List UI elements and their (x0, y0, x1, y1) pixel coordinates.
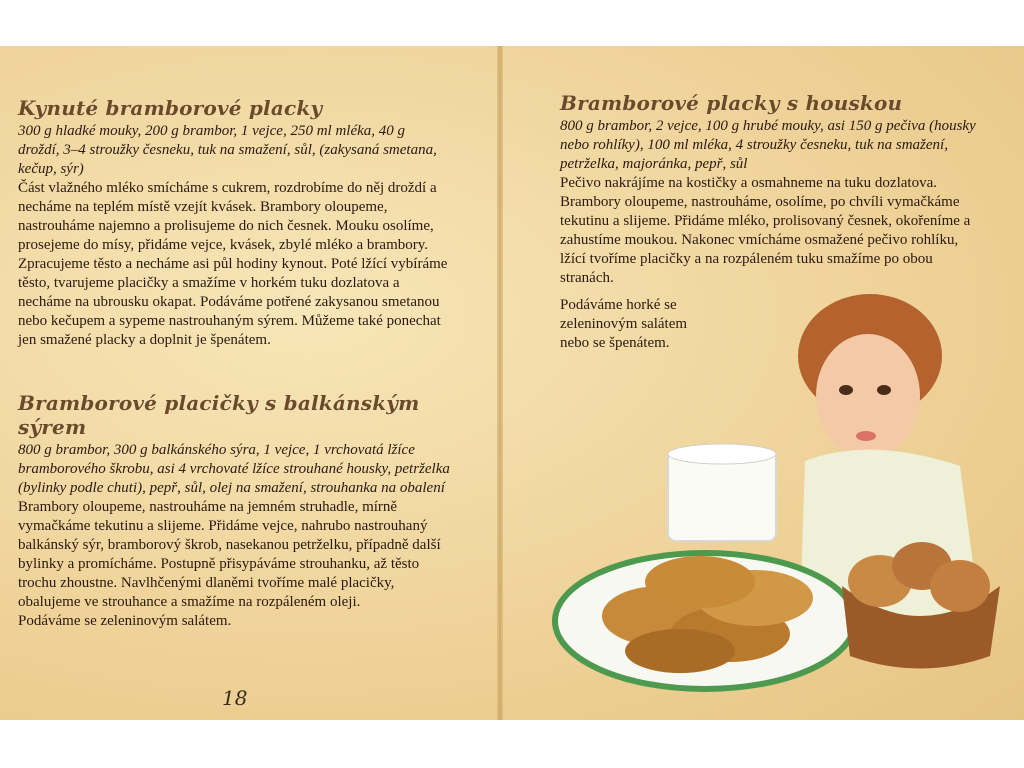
recipe-instructions: Brambory oloupeme, nastrouháme na jemném struhadle, mírně vymačkáme tekutinu a slijeme. Přidáme vejce, nahrubo nastrouhaný balkánský sýr, bramborový škrob, nasekanou petrželku, případně další bylinky a promícháme. Postupně přisypáváme strouhanku, až těsto trochu zhoustne. Navlhčenými dlaněmi tvoříme malé placičky, obalujeme ve strouhance a smažíme na rozpáleném oleji. (18, 499, 441, 610)
recipe-instructions: Část vlažného mléko smícháme s cukrem, rozdrobíme do něj droždí a necháme na teplém místě vzejít kvásek. Brambory oloupeme, nastrouháme najemno a prolisujeme do nich česnek. Mouku osolíme, prosejeme do mísy, přidáme vejce, kvásek, zbylé mléko a brambory. Zpracujeme těsto a necháme asi půl hodiny kynout. Poté lžící vybíráme těsto, tvarujeme placičky a smažíme v horkém tuku dozlatova a necháme na ubrousku okapat. Podáváme potřené zakysanou smetanou nebo kečupem a sypeme nastrouhaným sýrem. Můžeme také ponechat jen smažené placky a doplnit je špenátem. (18, 180, 448, 348)
recipe-placky-s-houskou (560, 91, 984, 288)
girl-food-illustration (550, 286, 1020, 716)
milk-surface (668, 444, 776, 464)
recipe-kynute-placky (18, 96, 450, 350)
serving-line: Podáváme horké se (560, 297, 677, 313)
left-page (0, 46, 500, 720)
book-spread (0, 46, 1024, 720)
girl-lips (856, 431, 876, 441)
right-page (500, 46, 1024, 720)
recipe-title: Bramborové placičky s balkánským sýrem (18, 391, 420, 439)
recipe-title: Kynuté bramborové placky (18, 96, 323, 120)
serving-line: zeleninovým salátem (560, 316, 688, 332)
potato-pancake (645, 556, 755, 608)
girl-eye (877, 385, 891, 395)
recipe-title: Bramborové placky s houskou (560, 91, 903, 115)
recipe-instructions: Pečivo nakrájíme na kostičky a osmahneme na tuku dozlatova. Brambory oloupeme, nastrouháme, osolíme, po chvíli vymačkáme tekutinu a slijeme. Přidáme mléko, prolisovaný česnek, okořeníme a zahustíme moukou. Nakonec vmícháme osmažené pečivo rohlíku, lžící tvoříme placičky a na rozpáleném tuku smažíme po obou stranách. (560, 175, 971, 286)
bread-roll (930, 560, 990, 612)
recipe-serving: Podáváme se zeleninovým salátem. (18, 613, 232, 629)
girl-eye (839, 385, 853, 395)
recipe-ingredients: 300 g hladké mouky, 200 g brambor, 1 vejce, 250 ml mléka, 40 g droždí, 3–4 stroužky česneku, tuk na smažení, sůl, (zakysaná smetana, kečup, sýr) (18, 123, 437, 177)
serving-line: nebo se špenátem. (560, 335, 670, 351)
recipe-ingredients: 800 g brambor, 300 g balkánského sýra, 1 vejce, 1 vrchovatá lžíce bramborového škrobu, asi 4 vrchovaté lžíce strouhané housky, petrželka (bylinky podle chuti), pepř, sůl, olej na smažení, strouhanka na obalení (18, 442, 450, 496)
potato-pancake (625, 629, 735, 673)
page-number: 18 (222, 686, 248, 710)
recipe-placicky-balkansky-syr (18, 391, 450, 631)
recipe-ingredients: 800 g brambor, 2 vejce, 100 g hrubé mouky, asi 150 g pečiva (housky nebo rohlíky), 100 ml mléka, 4 stroužky česneku, tuk na smažení, petrželka, majoránka, pepř, sůl (560, 118, 976, 172)
